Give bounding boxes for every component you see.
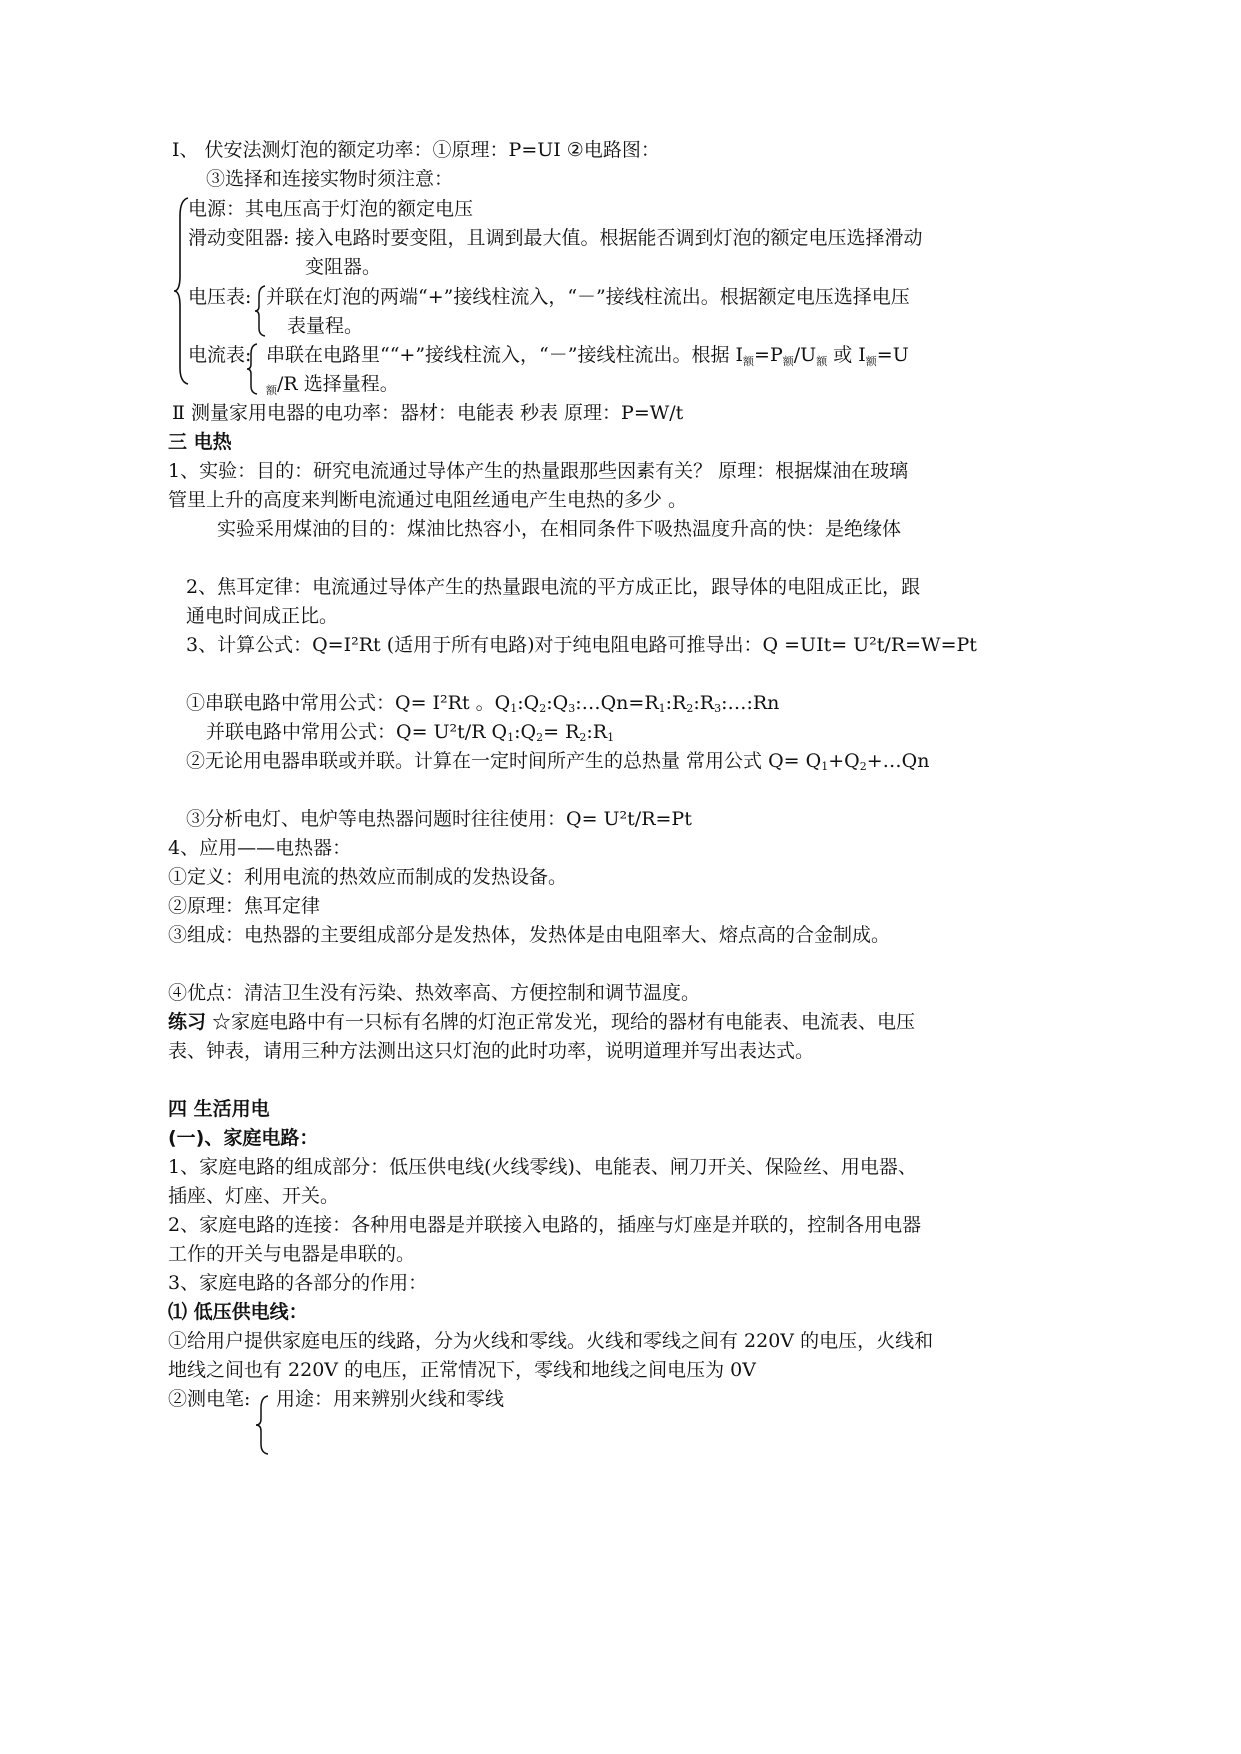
experiment-2: 管里上升的高度来判断电流通过电阻丝通电产生电热的多少 。 (168, 489, 688, 511)
life-heading: 四 生活用电 (168, 1098, 270, 1120)
circuit-components-1: 1、家庭电路的组成部分：低压供电线(火线零线)、电能表、闸刀开关、保险丝、用电器、 (168, 1156, 917, 1178)
section-i-title: Ⅰ、 伏安法测灯泡的额定功率：①原理：P=UI ②电路图： (172, 139, 660, 161)
total-heat-formula: ②无论用电器串联或并联。计算在一定时间所产生的总热量 常用公式 $Q= Q_1+Q_2+\dots Qn$ (186, 750, 930, 773)
household-circuit-heading: (一)、家庭电路： (168, 1127, 319, 1149)
voltmeter-note-2: 表量程。 (287, 315, 364, 337)
formula: 3、计算公式：Q=I²Rt (适用于所有电路)对于纯电阻电路可推导出：Q =UIt= U²t/R=W=Pt (186, 634, 977, 656)
power-supply-note: 电源：其电压高于灯泡的额定电压 (188, 198, 474, 220)
section-i-note: ③选择和连接实物时须注意： (206, 168, 454, 190)
experiment-3: 实验采用煤油的目的：煤油比热容小，在相同条件下吸热温度升高的快：是绝缘体 (217, 518, 902, 540)
voltmeter-note-1: 并联在灯泡的两端“+”接线柱流入，“－”接线柱流出。根据额定电压选择电压 (266, 286, 910, 308)
experiment-1: 1、实验：目的：研究电流通过导体产生的热量跟那些因素有关？ 原理：根据煤油在玻璃 (168, 460, 909, 482)
joule-law-2: 通电时间成正比。 (186, 605, 339, 627)
exercise-1: 练习 ☆家庭电路中有一只标有名牌的灯泡正常发光，现给的器材有电能表、电流表、电压 (168, 1011, 916, 1033)
exercise-label: 练习 (168, 1011, 207, 1033)
parallel-formula: 并联电路中常用公式：Q= U²t/R $Q_1:Q_2=$ $R_2:R_1$ (206, 721, 615, 744)
supply-line-2: 地线之间也有 220V 的电压，正常情况下，零线和地线之间电压为 0V (168, 1359, 756, 1381)
heat-heading: 三 电热 (168, 431, 232, 453)
application: 4、应用——电热器： (168, 837, 352, 859)
test-pen-brace (254, 1394, 270, 1456)
ammeter-note-2: $_额$/R 选择量程。 (266, 373, 399, 397)
principle: ②原理：焦耳定律 (168, 895, 321, 917)
circuit-components-2: 插座、灯座、开关。 (168, 1185, 340, 1207)
circuit-connection-1: 2、家庭电路的连接：各种用电器是并联接入电路的，插座与灯座是并联的，控制各用电器 (168, 1214, 922, 1236)
section-ii: Ⅱ 测量家用电器的电功率：器材：电能表 秒表 原理：P=W/t (172, 402, 684, 424)
exercise-2: 表、钟表，请用三种方法测出这只灯泡的此时功率，说明道理并写出表达式。 (168, 1040, 815, 1062)
definition: ①定义：利用电流的热效应而制成的发热设备。 (168, 866, 568, 888)
analysis-formula: ③分析电灯、电炉等电热器问题时往往使用：Q= U²t/R=Pt (186, 808, 692, 830)
circuit-parts: 3、家庭电路的各部分的作用： (168, 1272, 428, 1294)
rheostat-note-1: 滑动变阻器: 接入电路时要变阻，且调到最大值。根据能否调到灯泡的额定电压选择滑动 (188, 227, 923, 249)
ammeter-brace (245, 342, 259, 396)
circuit-connection-2: 工作的开关与电器是串联的。 (168, 1243, 416, 1265)
supply-line-1: ①给用户提供家庭电压的线路，分为火线和零线。火线和零线之间有 220V 的电压，火线和 (168, 1330, 934, 1352)
ammeter-label: 电流表: (188, 344, 252, 366)
composition: ③组成：电热器的主要组成部分是发热体，发热体是由电阻率大、熔点高的合金制成。 (168, 924, 891, 946)
series-formula: ①串联电路中常用公式：Q= I²Rt 。$Q_1:Q_2:Q_3:\dots Qn=R_1:R_2:R_3:\dots:Rn$ (186, 692, 780, 715)
voltmeter-brace (253, 284, 267, 338)
ammeter-note-1: 串联在电路里““+”接线柱流入，“－”接线柱流出。根据 $I_额=P_额/U_额$ 或 $I_额=U$ (266, 344, 909, 368)
supply-line-heading: ⑴ 低压供电线： (168, 1301, 308, 1323)
rheostat-note-2: 变阻器。 (305, 256, 382, 278)
test-pen-label: ②测电笔: (168, 1388, 251, 1410)
voltmeter-label: 电压表: (188, 286, 252, 308)
advantages: ④优点：清洁卫生没有污染、热效率高、方便控制和调节温度。 (168, 982, 701, 1004)
joule-law-1: 2、焦耳定律：电流通过导体产生的热量跟电流的平方成正比，跟导体的电阻成正比，跟 (186, 576, 921, 598)
test-pen-usage: 用途：用来辨别火线和零线 (276, 1388, 505, 1410)
